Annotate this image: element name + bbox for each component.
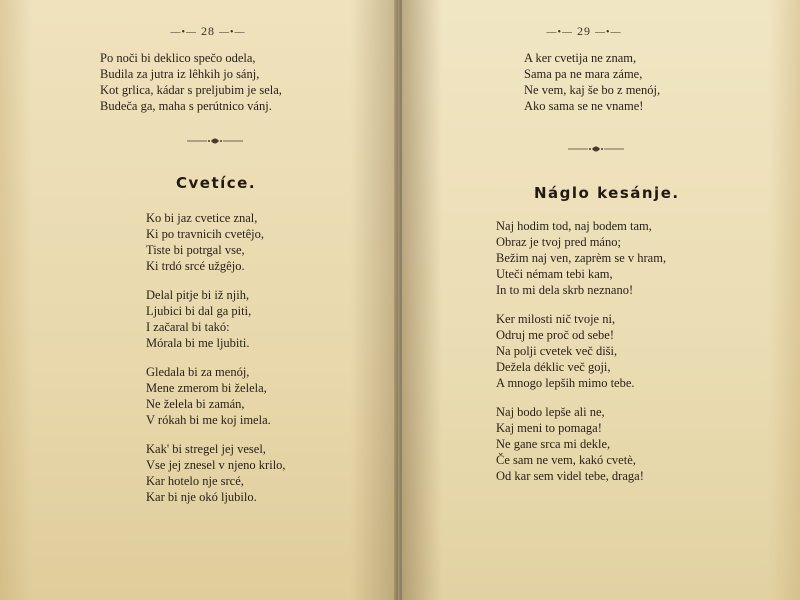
verse-line: Ki trdó srcé užgêjo. [146, 259, 245, 273]
right-page [402, 0, 800, 600]
verse-line: In to mi dela skrb neznano! [496, 283, 634, 297]
poem-title: Náglo kesánje. [534, 184, 680, 202]
verse-line: Kar hotelo nje srcé, [146, 474, 244, 488]
poem-body-right [496, 218, 666, 497]
stanza [496, 218, 666, 298]
verse-line: Budeča ga, maha s perútnico vánj. [100, 99, 272, 113]
verse-line: Mene zmerom bi želela, [146, 381, 267, 395]
verse-line: Naj hodim tod, naj bodem tam, [496, 219, 652, 233]
verse-line: Bežim naj ven, zaprèm se v hram, [496, 251, 667, 265]
verse-line: Kar bi nje okó ljubilo. [146, 490, 257, 504]
verse-line: Delal pitje bi iž njih, [146, 288, 250, 302]
left-opening-stanza [100, 50, 282, 114]
verse-line: Uteči némam tebi kam, [496, 267, 613, 281]
stanza [146, 364, 286, 428]
page-number-right: —•— 29 —•— [546, 24, 622, 38]
verse-line: Ne vem, kaj še bo z menój, [524, 83, 661, 97]
right-opening-stanza [524, 50, 660, 114]
verse-line: V rókah bi me koj imela. [146, 413, 271, 427]
verse-line: I začaral bi takó: [146, 320, 230, 334]
poem-body-left [146, 210, 286, 518]
verse-line: Odruj me proč od sebe! [496, 328, 615, 342]
left-page [0, 0, 398, 600]
verse-line: Gledala bi za menój, [146, 365, 250, 379]
page-number-left: —•— 28 —•— [170, 24, 246, 38]
verse-line: Vse jej znesel v njeno krilo, [146, 458, 286, 472]
verse-line: Kak' bi stregel jej vesel, [146, 442, 266, 456]
verse-line: Dežela déklic več goji, [496, 360, 611, 374]
verse-line: Po noči bi deklico spečo odela, [100, 51, 256, 65]
verse-line: Ker milosti nič tvoje ni, [496, 312, 616, 326]
verse-line: Sama pa ne mara záme, [524, 67, 643, 81]
verse-line: A mnogo lepših mimo tebe. [496, 376, 635, 390]
ornament-divider [566, 144, 626, 154]
stanza [146, 441, 286, 505]
stanza [146, 210, 286, 274]
verse-line: Naj bodo lepše ali ne, [496, 405, 605, 419]
verse-line: Kaj meni to pomaga! [496, 421, 602, 435]
verse-line: Če sam ne vem, kakó cvetè, [496, 453, 636, 467]
verse-line: Mórala bi me ljubiti. [146, 336, 250, 350]
verse-line: Ki po travnicih cvetêjo, [146, 227, 265, 241]
verse-line: Tiste bi potrgal vse, [146, 243, 245, 257]
verse-line: Kot grlica, kádar s preljubim je sela, [100, 83, 282, 97]
ornament-divider [185, 136, 245, 146]
poem-title: Cvetíce. [176, 174, 257, 192]
verse-line: Od kar sem videl tebe, draga! [496, 469, 644, 483]
verse-line: Obraz je tvoj pred máno; [496, 235, 621, 249]
verse-line: Ko bi jaz cvetice znal, [146, 211, 258, 225]
stanza [496, 404, 666, 484]
stanza [146, 287, 286, 351]
verse-line: Ne gane srca mi dekle, [496, 437, 611, 451]
verse-line: Na polji cvetek več diši, [496, 344, 618, 358]
verse-line: Ako sama se ne vname! [524, 99, 644, 113]
verse-line: Ne želela bi zamán, [146, 397, 245, 411]
verse-line: Ljubici bi dal ga piti, [146, 304, 252, 318]
verse-line: Budila za jutra iz lêhkih jo sánj, [100, 67, 260, 81]
stanza [496, 311, 666, 391]
verse-line: A ker cvetija ne znam, [524, 51, 637, 65]
